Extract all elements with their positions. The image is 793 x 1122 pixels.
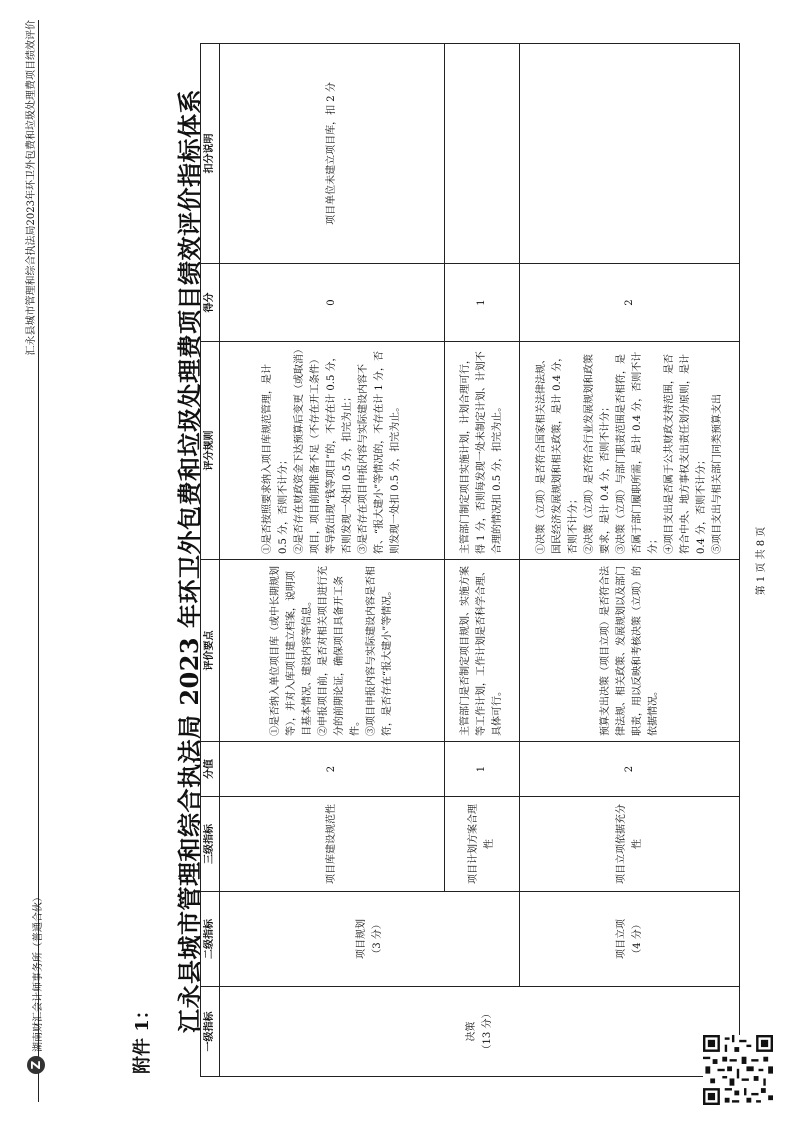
got-score-cell: 2	[520, 264, 740, 342]
indicator-table	[200, 43, 740, 1077]
level1-cell: 决策 （13 分）	[220, 987, 740, 1077]
running-header: 汇永县城市管理和综合执法局2023年环卫外包费和垃圾处理费项目绩效评价	[26, 20, 37, 356]
col-header: 评分规则	[201, 342, 220, 560]
got-score-cell: 1	[445, 264, 520, 342]
rules-cell: ①决策（立项）是否符合国家相关法律法规、国民经济发展规划和相关政策，是计 0.4 分，否则不计分； ②决策（立项）是否符合行业发展规划和政策要求，是计 0.4 分，否则不计分； ③决策（立项）与部门职责范围是否相符，是否属于部门履职所需，是计 0.4 分，否则不计分； ④项目支出是否属于公共财政支持范围，是否符合中央、地方事权支出责任划分原则，是计 0.4 分，否则不计分； ⑤项目支出与相关部门同类预算支出	[520, 342, 740, 560]
score-cell: 2	[520, 742, 740, 797]
deduct-cell	[445, 44, 520, 264]
level2-cell: 项目立项 （4 分）	[520, 892, 740, 987]
got-score-cell: 0	[220, 264, 445, 342]
score-cell: 1	[445, 742, 520, 797]
level2-cell: 项目规划 （3 分）	[220, 892, 520, 987]
col-header: 评价要点	[201, 560, 220, 742]
table-row	[220, 44, 445, 1077]
deduct-cell: 项目单位未建立项目库，扣 2 分	[220, 44, 445, 264]
level3-cell: 项目立项依据充分性	[520, 797, 740, 892]
col-header: 三级指标	[201, 797, 220, 892]
page-title: 江永县城市管理和综合执法局 2023 年环卫外包费和垃圾处理费项目绩效评价指标体系	[175, 89, 204, 1034]
deduct-cell	[520, 44, 740, 264]
score-cell: 2	[220, 742, 445, 797]
col-header: 得分	[201, 264, 220, 342]
firm-name: 湖南财汇会计师事务所（普通合伙）	[32, 892, 44, 1052]
page-number: 第 1 页 共 8 页	[756, 526, 767, 596]
table-header-row	[201, 44, 220, 1077]
firm-brand	[27, 892, 45, 1074]
points-cell: ①是否纳入单位项目库（或中长期规划等），并对入库项目建立档案，说明项目基本情况、建设内容等信息。 ②申报项目前，是否对相关项目进行充分的前期论证，确保项目具备开工条件。 ③项目申报内容与实际建设内容是否相符，是否存在“报大建小”等情况。	[220, 560, 445, 742]
col-header: 分值	[201, 742, 220, 797]
rules-cell: 主管部门制定项目实施计划，计划合理可行，得 1 分，否则每发现一处未制定计划、计划不合理的情况扣 0.5 分，扣完为止。	[445, 342, 520, 560]
col-header: 一级指标	[201, 987, 220, 1077]
points-cell: 主管部门是否制定项目规划、实施方案等工作计划，工作计划是否科学合理、具体可行。	[445, 560, 520, 742]
level3-cell: 项目计划方案合理性	[445, 797, 520, 892]
table-row	[520, 44, 740, 1077]
col-header: 扣分说明	[201, 44, 220, 264]
level3-cell: 项目库建设规范性	[220, 797, 445, 892]
firm-logo-icon: Z	[27, 1056, 45, 1074]
qr-code-icon	[703, 1035, 773, 1105]
rules-cell: ①是否按照要求纳入项目库规范管理，是计 0.5 分，否则不计分； ②是否存在财政资金下达预算后变更（或取消）项目，项目前期准备不足（不存在开工条件）等导致出现“钱等项目”的，不存在计 0.5 分，否则发现一处扣 0.5 分，扣完为止； ③是否存在项目申报内容与实际建设内容不符、“报大建小”等情况的，不存在计 1 分，否则发现一处扣 0.5 分，扣完为止。	[220, 342, 445, 560]
col-header: 二级指标	[201, 892, 220, 987]
points-cell: 预算支出决策（项目立项）是否符合法律法规、相关政策、发展规划以及部门职责，用以反映和考核决策（立项）的依据情况。	[520, 560, 740, 742]
attachment-label: 附件 1：	[132, 1001, 153, 1074]
